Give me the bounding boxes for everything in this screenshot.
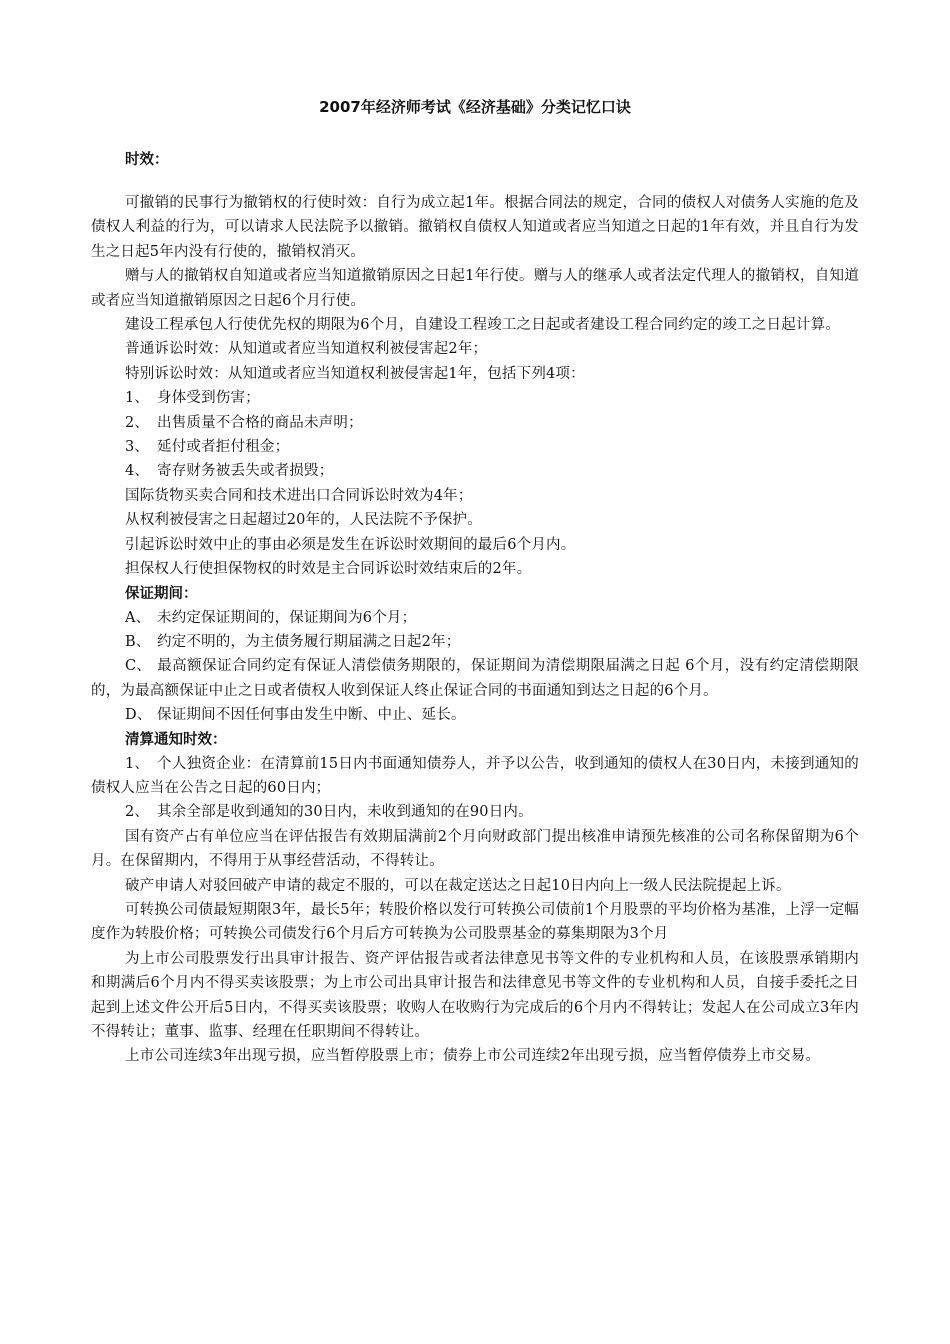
paragraph: 引起诉讼时效中止的事由必须是发生在诉讼时效期间的最后6个月内。 <box>125 536 576 553</box>
list-item-text: 保证期间不因任何事由发生中断、中止、延长。 <box>157 707 466 724</box>
list-item-text: 寄存财务被丢失或者损毁； <box>157 463 334 480</box>
list-item-label: 2、 <box>125 804 150 821</box>
list-item <box>91 654 859 703</box>
list-item-label: 1、 <box>125 390 150 407</box>
section-heading-guarantee-period: 保证期间： <box>125 585 198 602</box>
paragraph: 建设工程承包人行使优先权的期限为6个月，自建设工程竣工之日起或者建设工程合同约定的竣工之日起计算。 <box>125 317 841 334</box>
document-title: 2007年经济师考试《经济基础》分类记忆口诀 <box>319 98 631 116</box>
list-item <box>91 703 859 727</box>
list-item-label: 4、 <box>125 463 150 480</box>
list-item-label: B、 <box>125 633 151 650</box>
list-item-text: 其余全部是收到通知的30日内，未收到通知的在90日内。 <box>157 804 533 821</box>
paragraph: 可撤销的民事行为撤销权的行使时效：自行为成立起1年。根据合同法的规定，合同的债权人对债务人实施的危及债权人利益的行为，可以请求人民法院予以撤销。撤销权自债权人知道或者应当知道之日起的1年有效，并且自行为发生之日起5年内没有行使的，撤销权消灭。 <box>91 195 859 260</box>
paragraph: 普通诉讼时效：从知道或者应当知道权利被侵害起2年； <box>125 341 488 358</box>
document-page <box>91 96 859 1069</box>
paragraph: 可转换公司债最短期限3年，最长5年；转股价格以发行可转换公司债前1个月股票的平均价格为基准，上浮一定幅度作为转股价格；可转换公司债发行6个月后方可转换为公司股票基金的募集期限为3个月 <box>91 901 859 943</box>
paragraph: 破产申请人对驳回破产申请的裁定不服的，可以在裁定送达之日起10日内向上一级人民法院提起上诉。 <box>125 877 791 894</box>
paragraph: 特别诉讼时效：从知道或者应当知道权利被侵害起1年，包括下列4项： <box>125 365 585 382</box>
list-item <box>91 386 859 410</box>
list-item-label: A、 <box>125 609 151 626</box>
list-item-text: 出售质量不合格的商品未声明； <box>157 414 363 431</box>
list-item-text: 未约定保证期间的，保证期间为6个月； <box>157 609 417 626</box>
list-item-text: 最高额保证合同约定有保证人清偿债务期限的，保证期间为清偿期限届满之日起 6个月，没有约定清偿期限的，为最高额保证中止之日或者债权人收到保证人终止保证合同的书面通知到达之日起的6个月。 <box>91 658 859 699</box>
list-item <box>91 752 859 801</box>
section-heading-liquidation-notice: 清算通知时效： <box>125 731 227 748</box>
list-item-text: 延付或者拒付租金； <box>157 439 290 456</box>
list-item-label: D、 <box>125 707 152 724</box>
list-item-label: 2、 <box>125 414 150 431</box>
paragraph: 赠与人的撤销权自知道或者应当知道撤销原因之日起1年行使。赠与人的继承人或者法定代理人的撤销权，自知道或者应当知道撤销原因之日起6个月行使。 <box>91 268 859 309</box>
list-item-text: 身体受到伤害； <box>157 390 260 407</box>
paragraph: 为上市公司股票发行出具审计报告、资产评估报告或者法律意见书等文件的专业机构和人员，在该股票承销期内和期满后6个月内不得买卖该股票；为上市公司出具审计报告和法律意见书等文件的专业机构和人员，自接手委托之日起到上述文件公开后5日内，不得买卖该股票；收购人在收购行为完成后的6个月内不得转让；发起人在公司成立3年内不得转让；董事、监事、经理在任职期间不得转让。 <box>91 950 859 1040</box>
list-item-label: C、 <box>125 658 151 675</box>
list-item-label: 1、 <box>125 755 150 772</box>
section-heading-timeliness: 时效： <box>125 152 169 168</box>
list-item-text: 个人独资企业：在清算前15日内书面通知债券人，并予以公告，收到通知的债权人在30日内，未接到通知的债权人应当在公告之日起的60日内； <box>91 755 859 796</box>
paragraph: 国际货物买卖合同和技术进出口合同诉讼时效为4年； <box>125 487 473 504</box>
list-item <box>91 630 859 654</box>
list-item <box>91 459 859 483</box>
list-item-text: 约定不明的，为主债务履行期届满之日起2年； <box>157 633 461 650</box>
list-item <box>91 606 859 630</box>
paragraph: 担保权人行使担保物权的时效是主合同诉讼时效结束后的2年。 <box>125 561 532 578</box>
paragraph: 国有资产占有单位应当在评估报告有效期届满前2个月向财政部门提出核准申请预先核准的公司名称保留期为6个月。在保留期内，不得用于从事经营活动，不得转让。 <box>91 828 859 870</box>
list-item <box>91 411 859 435</box>
list-item <box>91 800 859 824</box>
list-item-label: 3、 <box>125 439 150 456</box>
paragraph: 从权利被侵害之日起超过20年的，人民法院不予保护。 <box>125 512 482 529</box>
paragraph: 上市公司连续3年出现亏损，应当暂停股票上市；债券上市公司连续2年出现亏损，应当暂停债券上市交易。 <box>125 1048 821 1065</box>
list-item <box>91 435 859 459</box>
